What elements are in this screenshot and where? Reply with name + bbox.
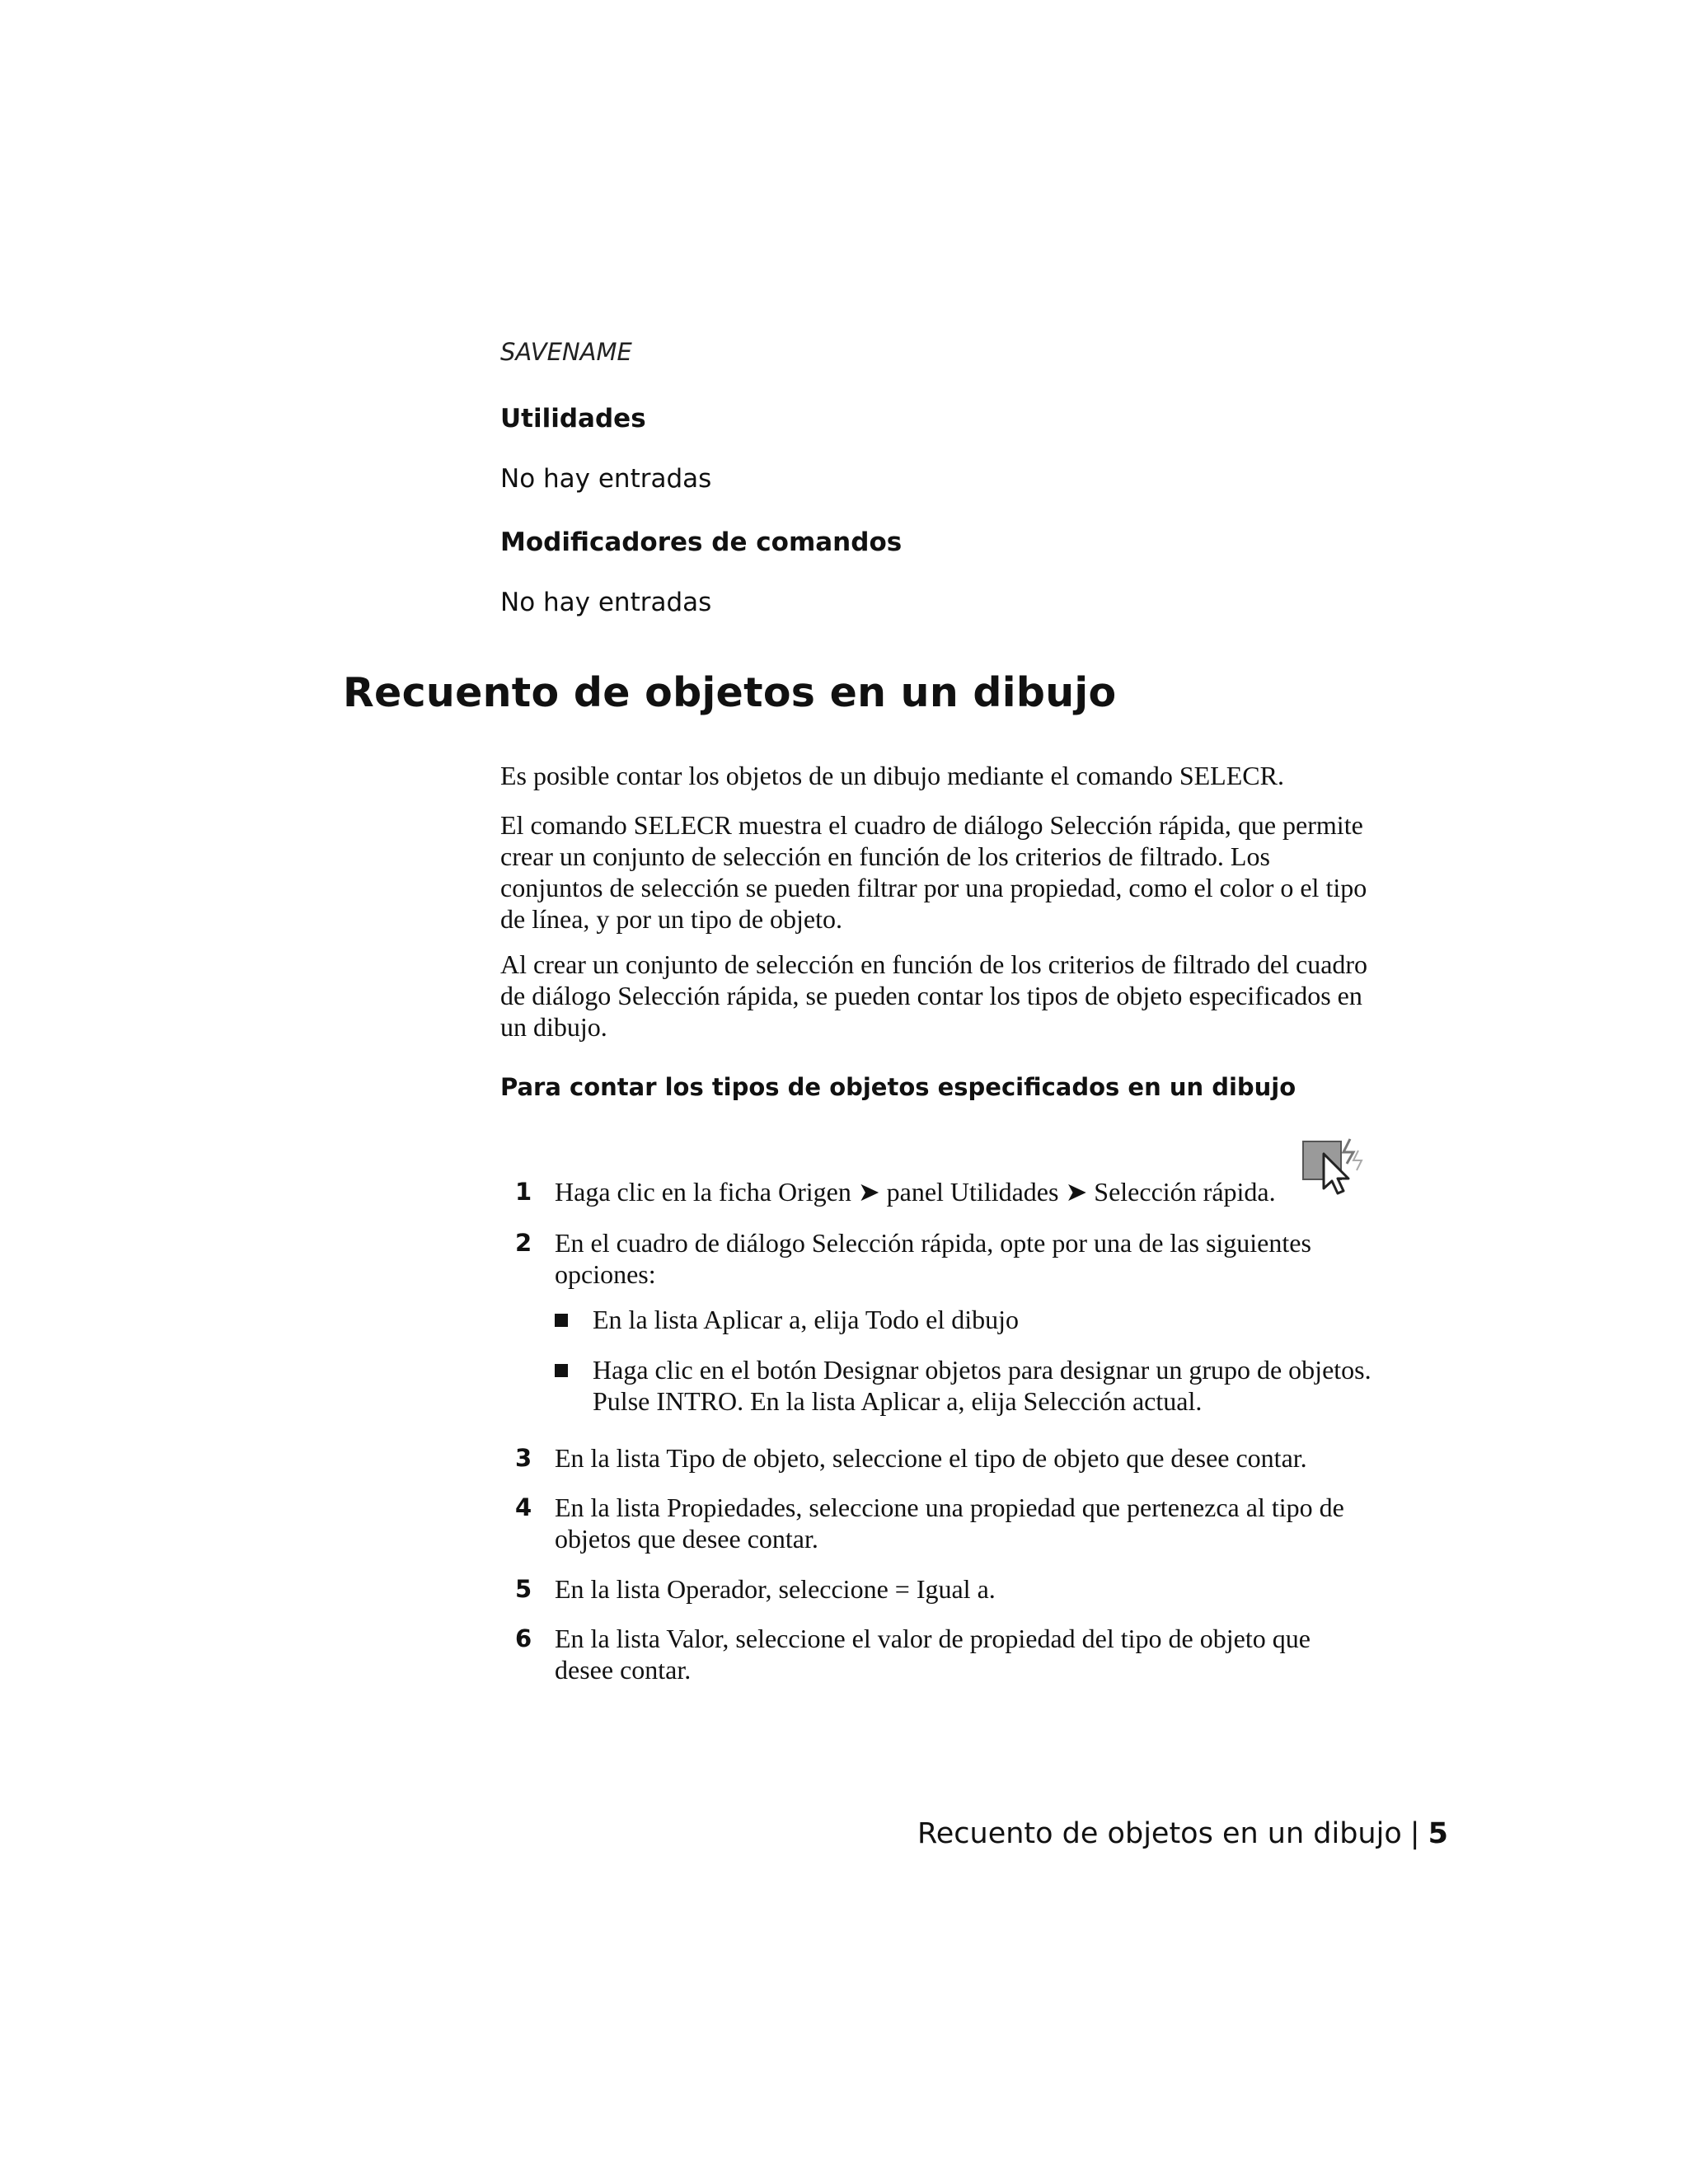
- step-text: Haga clic en la ficha Origen ➤ panel Utilidades ➤ Selección rápida.: [555, 1177, 1276, 1207]
- step-6: [500, 1623, 1374, 1685]
- step-3: [500, 1442, 1374, 1474]
- bullet-text: En la lista Aplicar a, elija Todo el dibujo: [593, 1305, 1020, 1334]
- procedure-heading: Para contar los tipos de objetos especificados en un dibujo: [500, 1073, 1296, 1101]
- step-5: [500, 1573, 1374, 1605]
- bullet-square-icon: [555, 1314, 568, 1327]
- bullet-item: [555, 1354, 1379, 1417]
- bullet-text: Haga clic en el botón Designar objetos para designar un grupo de objetos. Pulse INTRO. En la lista Aplicar a, elija Selección actual.: [593, 1355, 1372, 1416]
- step-number: 5: [515, 1575, 532, 1603]
- step-text: En el cuadro de diálogo Selección rápida, opte por una de las siguientes opciones:: [555, 1228, 1311, 1289]
- step-number: 4: [515, 1493, 532, 1521]
- modifiers-value: No hay entradas: [500, 588, 712, 617]
- page-footer: [917, 1817, 1448, 1850]
- step-text: En la lista Operador, seleccione = Igual a.: [555, 1574, 996, 1604]
- bullet-square-icon: [555, 1364, 568, 1377]
- step-1: [500, 1176, 1374, 1207]
- intro-paragraph: Es posible contar los objetos de un dibujo mediante el comando SELECR.: [500, 761, 1284, 790]
- footer-separator: |: [1409, 1817, 1420, 1850]
- step-2: [500, 1227, 1374, 1290]
- step-number: 3: [515, 1444, 532, 1472]
- footer-title: Recuento de objetos en un dibujo: [917, 1817, 1402, 1850]
- step-4: [500, 1492, 1374, 1554]
- bullet-item: [555, 1304, 1379, 1335]
- step-text: En la lista Tipo de objeto, seleccione el tipo de objeto que desee contar.: [555, 1443, 1307, 1473]
- modifiers-heading: Modificadores de comandos: [500, 527, 903, 557]
- utilities-heading: Utilidades: [500, 404, 646, 434]
- step-text: En la lista Valor, seleccione el valor de propiedad del tipo de objeto que desee contar.: [555, 1624, 1311, 1685]
- command-name: SAVENAME: [500, 338, 632, 366]
- step-number: 6: [515, 1624, 532, 1652]
- utilities-value: No hay entradas: [500, 464, 712, 494]
- step-number: 1: [515, 1178, 532, 1206]
- selection-paragraph: Al crear un conjunto de selección en función de los criterios de filtrado del cuadro de diálogo Selección rápida, se pueden contar los tipos de objeto especificados en un dibujo.: [500, 949, 1368, 1042]
- section-title: Recuento de objetos en un dibujo: [343, 669, 1117, 716]
- step-text: En la lista Propiedades, seleccione una propiedad que pertenezca al tipo de objetos que desee contar.: [555, 1493, 1344, 1554]
- page-number: 5: [1428, 1817, 1448, 1850]
- step-number: 2: [515, 1229, 532, 1257]
- description-paragraph: El comando SELECR muestra el cuadro de diálogo Selección rápida, que permite crear un conjunto de selección en función de los criterios de filtrado. Los conjuntos de selección se pueden filtrar por una propiedad, como el color o el tipo de línea, y por un tipo de objeto.: [500, 810, 1367, 934]
